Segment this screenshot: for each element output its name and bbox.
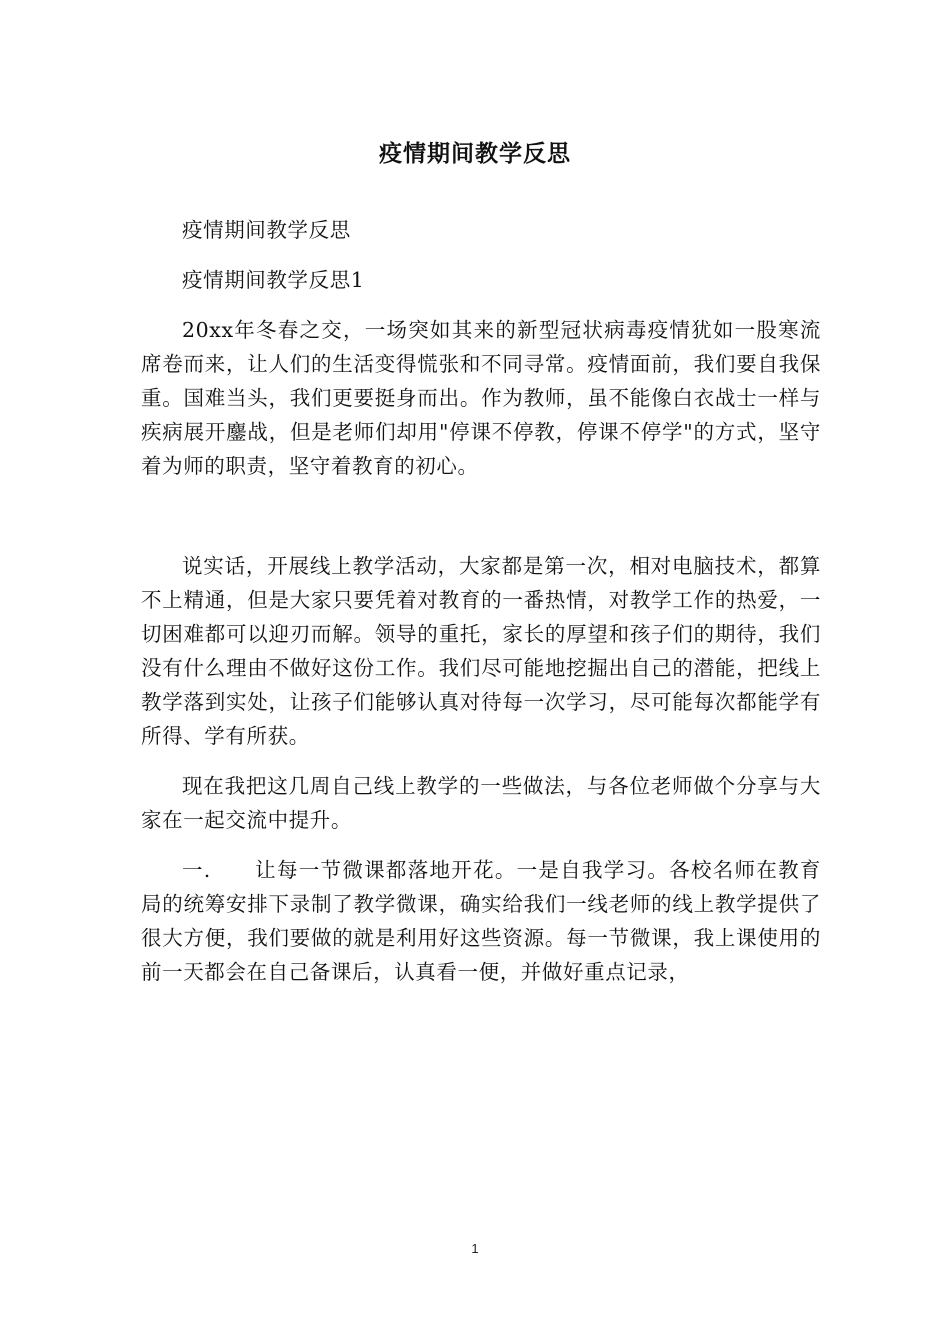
page-number: 1 — [471, 1241, 479, 1256]
paragraph-point-one: 一. 让每一节微课都落地开花。一是自我学习。各校名师在教育局的统筹安排下录制了教学微课，确实给我们一线老师的线上教学提供了很大方便，我们要做的就是利用好这些资源。每一节微课，我上课使用的前一天都会在自己备课后，认真看一便，并做好重点记录， — [141, 858, 821, 984]
paragraph-intro: 20xx年冬春之交，一场突如其来的新型冠状病毒疫情犹如一股寒流席卷而来，让人们的生活变得慌张和不同寻常。疫情面前，我们要自我保重。国难当头，我们更要挺身而出。作为教师，虽不能像白衣战士一样与疾病展开鏖战，但是老师们却用"停课不停教，停课不停学"的方式，坚守着为师的职责，坚守着教育的初心。 — [141, 318, 821, 478]
paragraph-heading: 疫情期间教学反思 — [182, 218, 351, 242]
document-body — [141, 213, 821, 1005]
document-title: 疫情期间教学反思 — [379, 141, 571, 167]
paragraph-online-teaching: 说实话，开展线上教学活动，大家都是第一次，相对电脑技术，都算不上精通，但是大家只要凭着对教育的一番热情，对教学工作的热爱，一切困难都可以迎刃而解。领导的重托，家长的厚望和孩子们的期待，我们没有什么理由不做好这份工作。我们尽可能地挖掘出自己的潜能，把线上教学落到实处，让孩子们能够认真对待每一次学习，尽可能每次都能学有所得、学有所获。 — [141, 554, 821, 748]
paragraph-subheading: 疫情期间教学反思1 — [182, 268, 365, 292]
paragraph-sharing: 现在我把这几周自己线上教学的一些做法，与各位老师做个分享与大家在一起交流中提升。 — [141, 774, 821, 832]
